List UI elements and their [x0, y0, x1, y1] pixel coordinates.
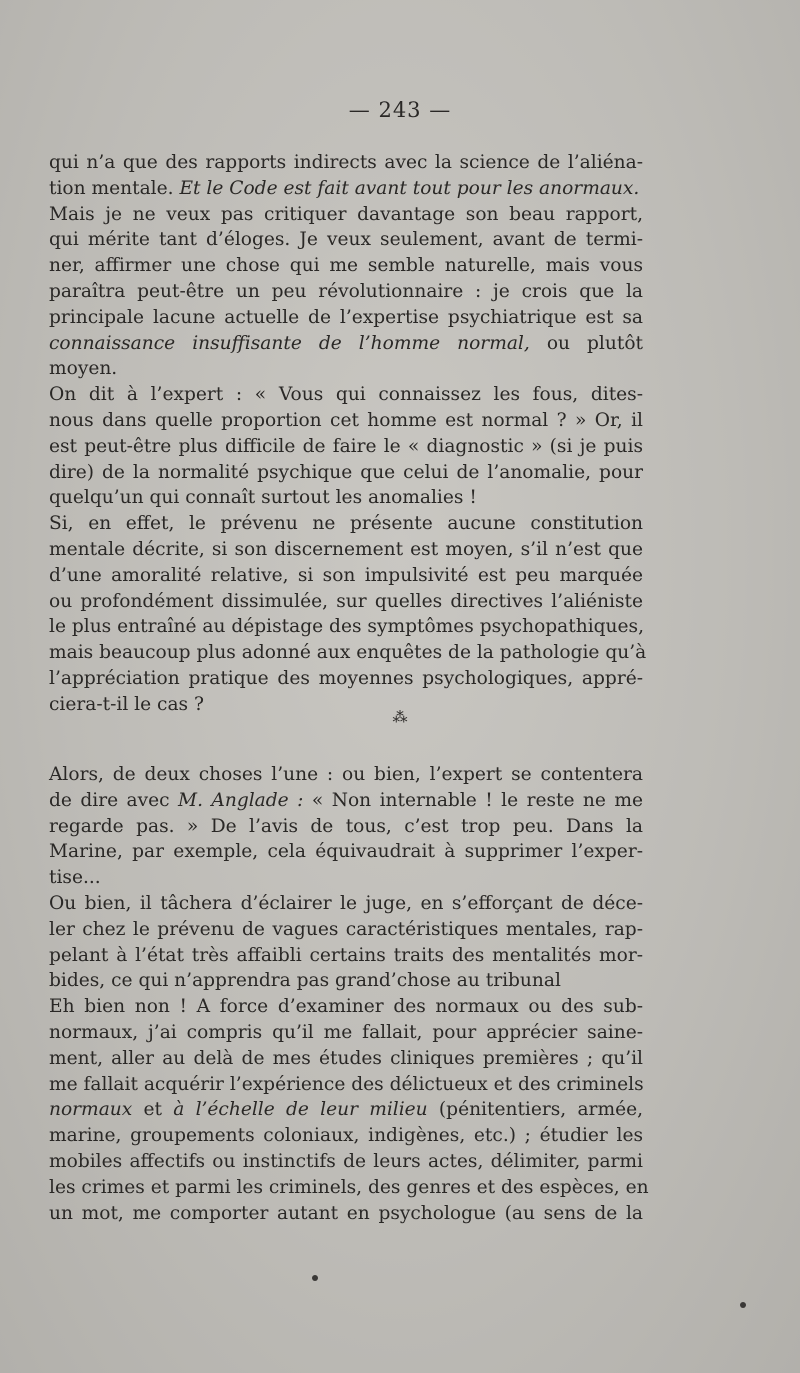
scan-speck	[312, 1275, 318, 1281]
text-line: nous dans quelle proportion cet homme est normal ? » Or, il	[49, 409, 643, 431]
text-line: me fallait acquérir l’expérience des délictueux et des criminels	[49, 1073, 644, 1095]
text-line: Ou bien, il tâchera d’éclairer le juge, en s’efforçant de déce-	[49, 892, 643, 914]
text-line: tise...	[49, 867, 101, 889]
italic-phrase: Et le Code est fait avant tout pour les anormaux.	[173, 177, 640, 199]
text-line: ment, aller au delà de mes études cliniques premières ; qu’il	[49, 1047, 643, 1069]
text-line: Eh bien non ! A force d’examiner des normaux ou des sub-	[49, 996, 643, 1018]
text-line: tion mentale. Et le Code est fait avant tout pour les anormaux.	[49, 177, 640, 199]
page-number: — 243 —	[348, 98, 452, 122]
text-line: normaux et à l’échelle de leur milieu (pénitentiers, armée,	[49, 1099, 643, 1121]
text-line: Mais je ne veux pas critiquer davantage son beau rapport,	[49, 203, 643, 225]
text-line: mais beaucoup plus adonné aux enquêtes de la pathologie qu’à	[49, 642, 647, 664]
text-line: normaux, j’ai compris qu’il me fallait, pour apprécier saine-	[49, 1021, 643, 1043]
text-line: les crimes et parmi les criminels, des genres et des espèces, en	[49, 1176, 649, 1198]
text-line: le plus entraîné au dépistage des symptômes psychopathiques,	[49, 616, 644, 638]
text-line: mobiles affectifs ou instinctifs de leurs actes, délimiter, parmi	[49, 1150, 643, 1172]
italic-name: M. Anglade :	[178, 789, 304, 811]
text-line: qui n’a que des rapports indirects avec la science de l’aliéna-	[49, 152, 643, 173]
text-line: moyen.	[49, 358, 118, 380]
paragraphs-after-separator	[49, 762, 649, 1226]
text-line: pelant à l’état très affaibli certains traits des mentalités mor-	[49, 944, 643, 966]
text-line: On dit à l’expert : « Vous qui connaissez les fous, dites-	[49, 384, 643, 406]
text-line: ler chez le prévenu de vagues caractéristiques mentales, rap-	[49, 918, 643, 940]
text-line: ciera-t-il le cas ?	[49, 693, 204, 715]
text-line: Si, en effet, le prévenu ne présente aucune constitution	[49, 513, 643, 535]
scan-speck	[740, 1302, 746, 1308]
italic-phrase: à l’échelle de leur milieu	[173, 1099, 428, 1121]
text-line: ou profondément dissimulée, sur quelles directives l’aliéniste	[49, 590, 643, 612]
text-line: paraîtra peut-être un peu révolutionnaire : je crois que la	[49, 280, 643, 302]
text-line: un mot, me comporter autant en psychologue (au sens de la	[49, 1202, 643, 1224]
text-line: regarde pas. » De l’avis de tous, c’est trop peu. Dans la	[49, 815, 643, 837]
text-line: principale lacune actuelle de l’expertise psychiatrique est sa	[49, 306, 643, 328]
text-line: quelqu’un qui connaît surtout les anomalies !	[49, 487, 477, 509]
text-line: de dire avec M. Anglade : « Non internable ! le reste ne me	[49, 789, 644, 811]
italic-phrase: connaissance insuffisante de l’homme normal,	[49, 332, 530, 354]
text-line: dire) de la normalité psychique que celui de l’anomalie, pour	[49, 461, 643, 483]
text-line: mentale décrite, si son discernement est moyen, s’il n’est que	[49, 538, 643, 560]
section-separator-asterism: ⁂	[392, 708, 408, 726]
text-line: Alors, de deux choses l’une : ou bien, l’expert se contentera	[49, 764, 643, 785]
text-line: qui mérite tant d’éloges. Je veux seulement, avant de termi-	[49, 229, 643, 251]
paragraphs-before-separator	[49, 150, 647, 718]
text-line: bides, ce qui n’apprendra pas grand’chose au tribunal	[49, 970, 561, 992]
text-line: marine, groupements coloniaux, indigènes, etc.) ; étudier les	[49, 1125, 643, 1147]
text-line: d’une amoralité relative, si son impulsivité est peu marquée	[49, 564, 643, 586]
text-line: l’appréciation pratique des moyennes psychologiques, appré-	[49, 667, 643, 689]
text-line: Marine, par exemple, cela équivaudrait à supprimer l’exper-	[49, 841, 643, 863]
text-line: connaissance insuffisante de l’homme normal, ou plutôt	[49, 332, 643, 354]
text-line: est peut-être plus difficile de faire le « diagnostic » (si je puis	[49, 435, 643, 457]
italic-phrase: normaux	[49, 1099, 133, 1121]
text-line: ner, affirmer une chose qui me semble naturelle, mais vous	[49, 255, 643, 277]
